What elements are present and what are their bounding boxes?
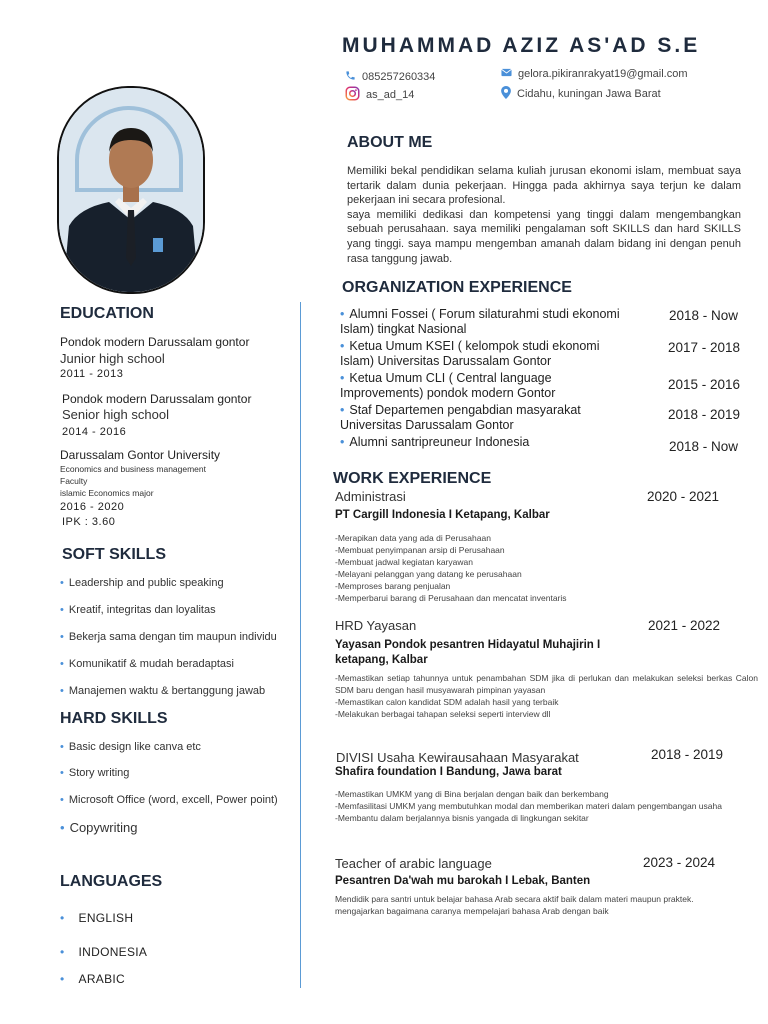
education-level: Junior high school bbox=[60, 351, 165, 366]
organization-item: • Staf Departemen pengabdian masyarakat Universitas Darussalam Gontor bbox=[340, 403, 581, 432]
education-year: 2014 - 2016 bbox=[62, 426, 127, 438]
hard-skill-item: • Microsoft Office (word, excell, Power point) bbox=[60, 794, 278, 806]
education-year: 2016 - 2020 bbox=[60, 501, 125, 513]
hard-skill-item: • Basic design like canva etc bbox=[60, 741, 201, 753]
organization-item: • Ketua Umum KSEI ( kelompok studi ekonomi Islam) Universitas Darussalam Gontor bbox=[340, 339, 600, 368]
language-item: • ENGLISH bbox=[60, 911, 134, 925]
job-description: Mendidik para santri untuk belajar bahasa Arab secara aktif baik dalam materi maupun praktek. mengajarkan bagaimana caranya mempelajari bahasa Arab dengan baik bbox=[335, 894, 694, 916]
education-level: Senior high school bbox=[62, 407, 169, 422]
soft-skill-item: • Bekerja sama dengan tim maupun individu bbox=[60, 631, 277, 643]
soft-skills-heading: SOFT SKILLS bbox=[62, 546, 166, 563]
about-paragraph-2: saya memiliki dedikasi dan kompetensi yang tinggi dalam mengembangkan sebuah perusahaan. saya memiliki pengalaman soft SKILLS dan hard SKILLS yang tinggi. saya mampu mengemban amanah dalam bidang ini dengan penuh rasa tanggung jawab. bbox=[347, 208, 741, 265]
job-company: Yayasan Pondok pesantren Hidayatul Muhajirin I ketapang, Kalbar bbox=[335, 639, 601, 666]
about-paragraph-1: Memiliki bekal pendidikan selama kuliah jurusan ekonomi islam, membuat saya tertarik dalam dunia pekerjaan. Hingga pada akhirnya saya terjun ke dalam pekerjaan ini secara profesional. bbox=[347, 165, 741, 207]
job-description: -Memastikan setiap tahunnya untuk penambahan SDM jika di perlukan dan melakukan seleksi berkas Calon SDM baru dengan hasil musyawarah pimpinan yayasan -Memastikan calon kandidat SDM adalah hasil yang terbaik -Melakukan berbagai tahapan seleksi seperti interview dll bbox=[335, 673, 758, 719]
language-item: • INDONESIA bbox=[60, 945, 148, 959]
education-school: Pondok modern Darussalam gontor bbox=[60, 335, 250, 349]
language-item: • ARABIC bbox=[60, 972, 125, 986]
languages-heading: LANGUAGES bbox=[60, 873, 163, 890]
address: Cidahu, kuningan Jawa Barat bbox=[517, 87, 661, 100]
education-heading: EDUCATION bbox=[60, 305, 154, 322]
location-pin-icon bbox=[501, 86, 511, 102]
email-contact bbox=[501, 68, 688, 80]
hard-skill-item: • Copywriting bbox=[60, 820, 138, 835]
organization-item: • Alumni santripreuneur Indonesia bbox=[340, 435, 530, 449]
education-year: 2011 - 2013 bbox=[60, 368, 124, 380]
work-heading: WORK EXPERIENCE bbox=[333, 470, 492, 487]
education-school: Pondok modern Darussalam gontor bbox=[62, 392, 252, 406]
job-company: PT Cargill Indonesia I Ketapang, Kalbar bbox=[335, 509, 550, 521]
organization-year: 2018 - 2019 bbox=[668, 407, 741, 422]
email-address: gelora.pikiranrakyat19@gmail.com bbox=[518, 68, 688, 80]
instagram-contact bbox=[345, 86, 414, 104]
organization-year: 2018 - Now bbox=[669, 439, 739, 454]
job-title: HRD Yayasan bbox=[335, 618, 417, 633]
email-icon bbox=[501, 68, 512, 80]
organization-year: 2017 - 2018 bbox=[668, 340, 741, 355]
soft-skill-item: • Manajemen waktu & bertanggung jawab bbox=[60, 685, 266, 697]
organization-year: 2018 - Now bbox=[669, 308, 739, 323]
address-contact bbox=[501, 86, 661, 102]
job-year: 2023 - 2024 bbox=[643, 855, 716, 870]
phone-contact bbox=[345, 70, 435, 84]
organization-heading: ORGANIZATION EXPERIENCE bbox=[342, 279, 572, 296]
education-major: islamic Economics major bbox=[60, 488, 154, 498]
job-title: DIVISI Usaha Kewirausahaan Masyarakat bbox=[336, 750, 579, 765]
job-company: Pesantren Da'wah mu barokah I Lebak, Banten bbox=[335, 875, 591, 887]
hard-skill-item: • Story writing bbox=[60, 767, 130, 779]
instagram-handle: as_ad_14 bbox=[366, 88, 415, 101]
profile-photo bbox=[57, 86, 205, 294]
instagram-icon bbox=[345, 86, 360, 104]
organization-item: • Alumni Fossei ( Forum silaturahmi studi ekonomi Islam) tingkat Nasional bbox=[340, 307, 620, 336]
organization-item: • Ketua Umum CLI ( Central language Improvements) pondok modern Gontor bbox=[340, 371, 556, 400]
job-year: 2020 - 2021 bbox=[647, 489, 720, 504]
job-description: -Memastikan UMKM yang di Bina berjalan dengan baik dan berkembang -Memfasilitasi UMKM yang membutuhkan modal dan memberikan materi dalam pengembangan usaha -Membantu dalam berjalannya bisnis yangada di lingkungan sekitar bbox=[335, 789, 722, 823]
education-faculty: Economics and business management bbox=[60, 464, 206, 474]
soft-skill-item: • Kreatif, integritas dan loyalitas bbox=[60, 604, 216, 616]
soft-skill-item: • Komunikatif & mudah beradaptasi bbox=[60, 658, 234, 670]
about-text bbox=[347, 164, 741, 266]
job-year: 2021 - 2022 bbox=[648, 618, 721, 633]
phone-number: 085257260334 bbox=[362, 70, 436, 83]
phone-icon bbox=[345, 70, 356, 84]
job-description: -Merapikan data yang ada di Perusahaan -Membuat penyimpanan arsip di Perusahaan -Membuat jadwal kegiatan karyawan -Melayani pelanggan yang datang ke perusahaan -Memproses barang penjualan -Memperbarui barang di Perusahaan dan mencatat inventaris bbox=[335, 533, 567, 603]
soft-skill-item: • Leadership and public speaking bbox=[60, 577, 224, 589]
hard-skills-heading: HARD SKILLS bbox=[60, 710, 168, 727]
column-divider bbox=[300, 302, 301, 988]
job-company: Shafira foundation I Bandung, Jawa barat bbox=[335, 766, 562, 778]
education-ipk: IPK : 3.60 bbox=[62, 516, 116, 528]
education-school: Darussalam Gontor University bbox=[60, 448, 221, 462]
about-heading: ABOUT ME bbox=[347, 134, 433, 151]
organization-year: 2015 - 2016 bbox=[668, 377, 741, 392]
resume-name: MUHAMMAD AZIZ AS'AD S.E bbox=[342, 34, 701, 57]
job-title: Administrasi bbox=[335, 489, 406, 504]
job-title: Teacher of arabic language bbox=[335, 856, 492, 871]
education-faculty-label: Faculty bbox=[60, 476, 88, 486]
job-year: 2018 - 2019 bbox=[651, 747, 724, 762]
